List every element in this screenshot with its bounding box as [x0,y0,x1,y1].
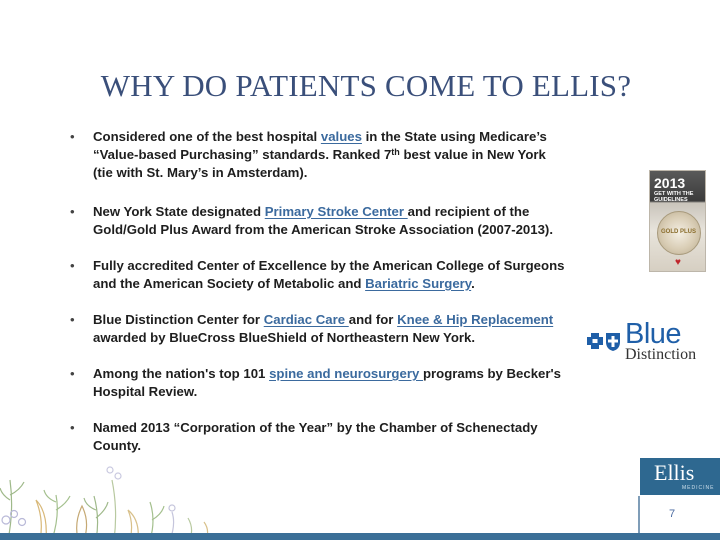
blue-distinction-logo [585,318,720,366]
bullet-item-hospital-values: • Considered one of the best hospital values in the State using Medicare’s “Value-based Purchasing” standards. Ranked 7th best value in New York (tie with St. Mary’s in Amsterdam). [70,129,547,180]
ellis-logo-sub: MEDICINE [682,485,715,491]
page-number: 7 [669,508,676,520]
blue-distinction-word-blue: Blue [625,318,682,350]
guidelines-award-badge [649,170,706,272]
primary-stroke-center-link[interactable]: Primary Stroke Center [264,204,408,219]
ellis-medicine-logo [640,458,720,495]
ellis-logo-name: Ellis [654,460,695,485]
botanical-decoration [0,440,240,540]
heart-torch-icon: ♥ [675,257,681,268]
bariatric-surgery-link[interactable]: Bariatric Surgery [365,276,472,291]
badge-program: GET WITH THE GUIDELINES [654,191,694,203]
footer-bar [0,533,720,540]
slide-title: WHY DO PATIENTS COME TO ELLIS? [100,68,632,103]
knee-hip-replacement-link[interactable]: Knee & Hip Replacement [397,312,554,327]
footer-divider [638,496,640,533]
spine-neurosurgery-link[interactable]: spine and neurosurgery [269,366,423,381]
bluecross-blueshield-icon [587,330,621,352]
bullet-item-stroke-center: • New York State designated Primary Stroke Center and recipient of the Gold/Gold Plus Award from the American Stroke Association (2007-2013). [70,204,553,237]
badge-level: GOLD PLUS [660,229,696,235]
cardiac-care-link[interactable]: Cardiac Care [263,312,349,327]
blue-distinction-word-distinction: Distinction [625,346,697,363]
values-link[interactable]: values [320,129,362,144]
badge-year: 2013 [654,175,686,191]
bullet-item-center-of-excellence: • Fully accredited Center of Excellence by the American College of Surgeons and the American Society of Metabolic and Bariatric Surgery. [70,258,565,291]
bullet-item-spine-neurosurgery: • Among the nation's top 101 spine and neurosurgery programs by Becker's Hospital Review. [70,366,561,399]
bullet-item-blue-distinction: • Blue Distinction Center for Cardiac Care and for Knee & Hip Replacement awarded by BlueCross BlueShield of Northeastern New York. [70,312,554,345]
bullet-item-corporation-of-year: • Named 2013 “Corporation of the Year” by the Chamber of Schenectady County. [70,420,538,453]
